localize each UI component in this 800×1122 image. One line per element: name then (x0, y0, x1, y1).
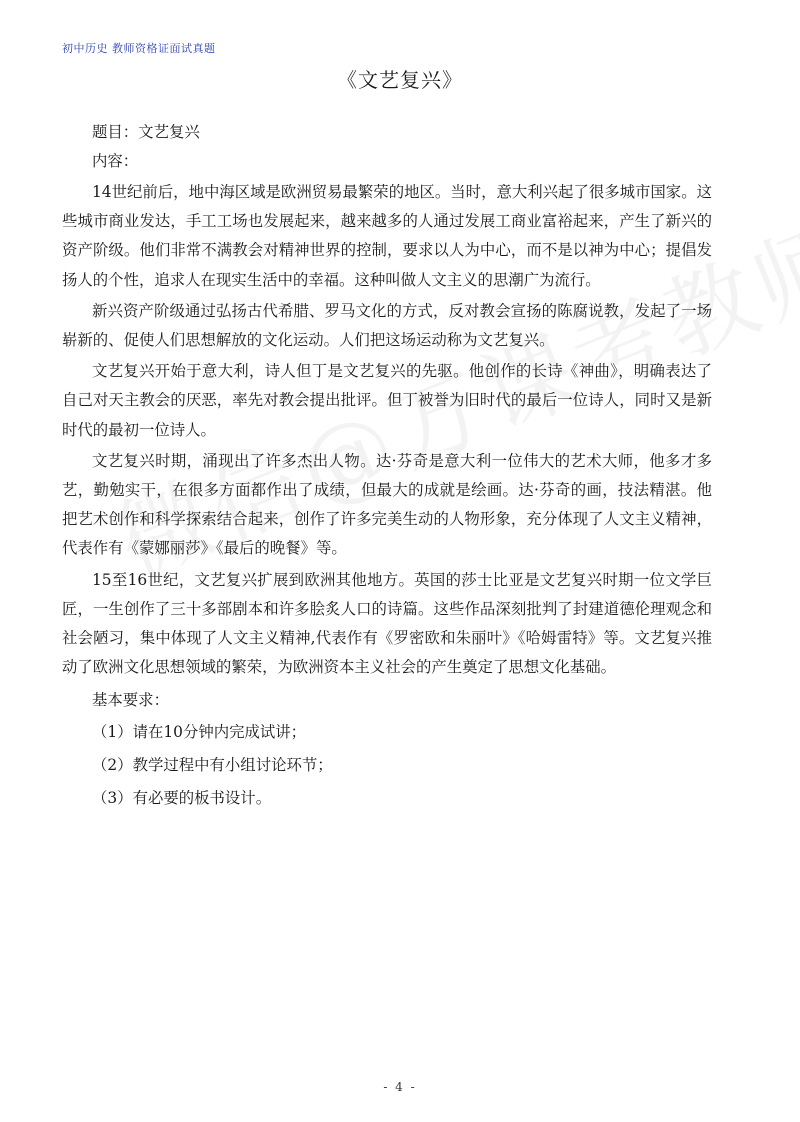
content-paragraph: 新兴资产阶级通过弘扬古代希腊、罗马文化的方式，反对教会宣扬的陈腐说教，发起了一场崭新的、促使人们思想解放的文化运动。人们把这场运动称为文艺复兴。 (62, 301, 712, 350)
content-label: 内容： (92, 152, 139, 170)
content-paragraph: 15至16世纪，文艺复兴扩展到欧洲其他地方。英国的莎士比亚是文艺复兴时期一位文学巨匠，一生创作了三十多部剧本和许多脍炙人口的诗篇。这些作品深刻批判了封建道德伦理观念和社会陋习，集中体现了人文主义精神,代表作有《罗密欧和朱丽叶》《哈姆雷特》等。文艺复兴推动了欧洲文化思想领域的繁荣，为欧洲资本主义社会的产生奠定了思想文化基础。 (62, 570, 712, 677)
content-paragraph: 14世纪前后，地中海区域是欧洲贸易最繁荣的地区。当时，意大利兴起了很多城市国家。这些城市商业发达，手工工场也发展起来，越来越多的人通过发展工商业富裕起来，产生了新兴的资产阶级。他们非常不满教会对精神世界的控制，要求以人为中心，而不是以神为中心；提倡发扬人的个性，追求人在现实生活中的幸福。这种叫做人文主义的思潮广为流行。 (62, 183, 712, 289)
document-title: 《文艺复兴》 (337, 68, 463, 92)
content-paragraph: 文艺复兴时期，涌现出了许多杰出人物。达·芬奇是意大利一位伟大的艺术大师，他多才多艺，勤勉实干，在很多方面都作出了成绩，但最大的成就是绘画。达·芬奇的画，技法精湛。他把艺术创作和科学探索结合起来，创作了许多完美生动的人物形象，充分体现了人文主义精神，代表作有《蒙娜丽莎》《最后的晚餐》等。 (62, 451, 712, 558)
requirement-item: （3）有必要的板书设计。 (92, 789, 272, 808)
header-tag: 初中历史 教师资格证面试真题 (62, 42, 216, 55)
content-paragraph: 文艺复兴开始于意大利，诗人但丁是文艺复兴的先驱。他创作的长诗《神曲》，明确表达了自己对天主教会的厌恶，率先对教会提出批评。但丁被誉为旧时代的最后一位诗人，同时又是新时代的最初一位诗人。 (62, 362, 712, 439)
document-body (62, 118, 712, 815)
topic-line: 题目：文艺复兴 (92, 123, 200, 141)
requirement-item: （2）教学过程中有小组讨论环节； (92, 756, 333, 775)
page-number: - 4 - (383, 1080, 417, 1094)
requirement-item: （1）请在10分钟内完成试讲； (92, 723, 307, 742)
requirements-label: 基本要求： (92, 691, 169, 710)
